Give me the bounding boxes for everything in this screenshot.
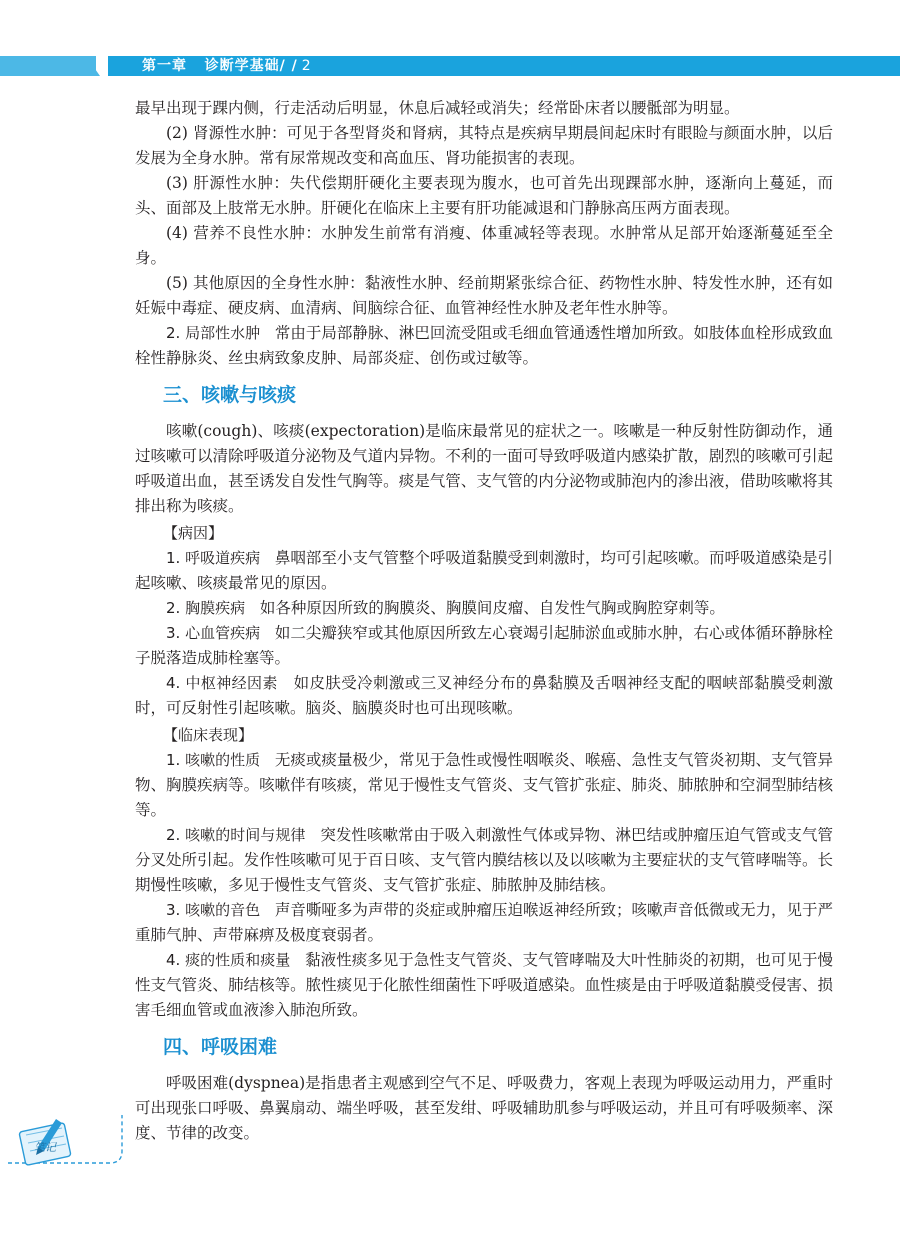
paragraph xyxy=(135,823,833,898)
item-heading: 2. 局部性水肿 xyxy=(166,324,261,342)
item-heading: 1. 呼吸道疾病 xyxy=(166,549,261,567)
item-body: 常由于局部静脉、淋巴回流受阻或毛细血管通透性增加所致。如肢体血栓形成致血栓性静脉炎、丝虫病致象皮肿、局部炎症、创伤或过敏等。 xyxy=(135,324,833,367)
header-band-slant xyxy=(86,56,100,76)
paragraph: (3) 肝源性水肿：失代偿期肝硬化主要表现为腹水，也可首先出现踝部水肿，逐渐向上蔓延，而头、面部及上肢常无水肿。肝硬化在临床上主要有肝功能减退和门静脉高压两方面表现。 xyxy=(135,174,833,217)
paragraph: 咳嗽(cough)、咳痰(expectoration)是临床最常见的症状之一。咳嗽是一种反射性防御动作，通过咳嗽可以清除呼吸道分泌物及气道内异物。不利的一面可导致呼吸道内感染扩散，剧烈的咳嗽可引起呼吸道出血，甚至诱发自发性气胸等。痰是气管、支气管的内分泌物或肺泡内的渗出液，借助咳嗽将其排出称为咳痰。 xyxy=(135,422,833,515)
notes-label: 笔记 xyxy=(34,1141,56,1154)
item-heading: 2. 咳嗽的时间与规律 xyxy=(166,826,306,844)
paragraph: (2) 肾源性水肿：可见于各型肾炎和肾病，其特点是疾病早期晨间起床时有眼睑与颜面水肿，以后发展为全身水肿。常有尿常规改变和高血压、肾功能损害的表现。 xyxy=(135,124,833,167)
paragraph xyxy=(135,671,833,721)
item-heading: 4. 痰的性质和痰量 xyxy=(166,951,291,969)
paragraph xyxy=(135,596,833,621)
paragraph: (5) 其他原因的全身性水肿：黏液性水肿、经前期紧张综合征、药物性水肿、特发性水肿，还有如妊娠中毒症、硬皮病、血清病、间脑综合征、血管神经性水肿及老年性水肿等。 xyxy=(135,274,833,317)
section-heading: 四、呼吸困难 xyxy=(163,1036,278,1058)
page-number: 2 xyxy=(301,58,312,74)
item-body: 黏液性痰多见于急性支气管炎、支气管哮喘及大叶性肺炎的初期，也可见于慢性支气管炎、肺结核等。脓性痰见于化脓性细菌性下呼吸道感染。血性痰是由于呼吸道黏膜受侵害、损害毛细血管或血液渗入肺泡所致。 xyxy=(135,951,833,1019)
paragraph xyxy=(135,948,833,1023)
paragraph xyxy=(135,621,833,671)
item-body: 如二尖瓣狭窄或其他原因所致左心衰竭引起肺淤血或肺水肿，右心或体循环静脉栓子脱落造成肺栓塞等。 xyxy=(135,624,833,667)
header-band-left xyxy=(0,56,96,76)
notes-decoration xyxy=(0,1115,130,1241)
paragraph xyxy=(135,748,833,823)
item-body: 如皮肤受冷刺激或三叉神经分布的鼻黏膜及舌咽神经支配的咽峡部黏膜受刺激时，可反射性引起咳嗽。脑炎、脑膜炎时也可出现咳嗽。 xyxy=(135,674,833,717)
section-heading: 三、咳嗽与咳痰 xyxy=(163,384,297,406)
paragraph: 呼吸困难(dyspnea)是指患者主观感到空气不足、呼吸费力，客观上表现为呼吸运动用力，严重时可出现张口呼吸、鼻翼扇动、端坐呼吸，甚至发绀、呼吸辅助肌参与呼吸运动，并且可有呼吸频率、深度、节律的改变。 xyxy=(135,1074,833,1142)
header-separator: / / xyxy=(279,58,298,74)
paragraph xyxy=(135,898,833,948)
paragraph xyxy=(135,321,833,371)
paragraph: 最早出现于踝内侧，行走活动后明显，休息后减轻或消失；经常卧床者以腰骶部为明显。 xyxy=(135,99,740,117)
running-header xyxy=(142,56,312,76)
item-heading: 1. 咳嗽的性质 xyxy=(166,751,261,769)
notes-margin xyxy=(0,1115,130,1241)
item-body: 鼻咽部至小支气管整个呼吸道黏膜受到刺激时，均可引起咳嗽。而呼吸道感染是引起咳嗽、咳痰最常见的原因。 xyxy=(135,549,833,592)
page-body xyxy=(135,96,833,1146)
page-header xyxy=(0,0,900,90)
item-body: 突发性咳嗽常由于吸入刺激性气体或异物、淋巴结或肿瘤压迫气管或支气管分叉处所引起。发作性咳嗽可见于百日咳、支气管内膜结核以及以咳嗽为主要症状的支气管哮喘等。长期慢性咳嗽，多见于慢性支气管炎、支气管扩张症、肺脓肿及肺结核。 xyxy=(135,826,834,894)
item-heading: 3. 心血管疾病 xyxy=(166,624,261,642)
item-body: 无痰或痰量极少，常见于急性或慢性咽喉炎、喉癌、急性支气管炎初期、支气管异物、胸膜疾病等。咳嗽伴有咳痰，常见于慢性支气管炎、支气管扩张症、肺炎、肺脓肿和空洞型肺结核等。 xyxy=(135,751,833,819)
chapter-label: 第一章 xyxy=(142,58,187,74)
paragraph xyxy=(135,546,833,596)
chapter-title: 诊断学基础 xyxy=(204,58,280,74)
item-body: 声音嘶哑多为声带的炎症或肿瘤压迫喉返神经所致；咳嗽声音低微或无力，见于严重肺气肿、声带麻痹及极度衰弱者。 xyxy=(135,901,833,944)
subsection-label: 【临床表现】 xyxy=(163,726,254,744)
item-heading: 3. 咳嗽的音色 xyxy=(166,901,261,919)
paragraph: (4) 营养不良性水肿：水肿发生前常有消瘦、体重减轻等表现。水肿常从足部开始逐渐蔓延至全身。 xyxy=(135,224,833,267)
subsection-label: 【病因】 xyxy=(163,524,224,542)
item-heading: 2. 胸膜疾病 xyxy=(166,599,246,617)
item-body: 如各种原因所致的胸膜炎、胸膜间皮瘤、自发性气胸或胸腔穿刺等。 xyxy=(259,599,725,617)
item-heading: 4. 中枢神经因素 xyxy=(166,674,278,692)
